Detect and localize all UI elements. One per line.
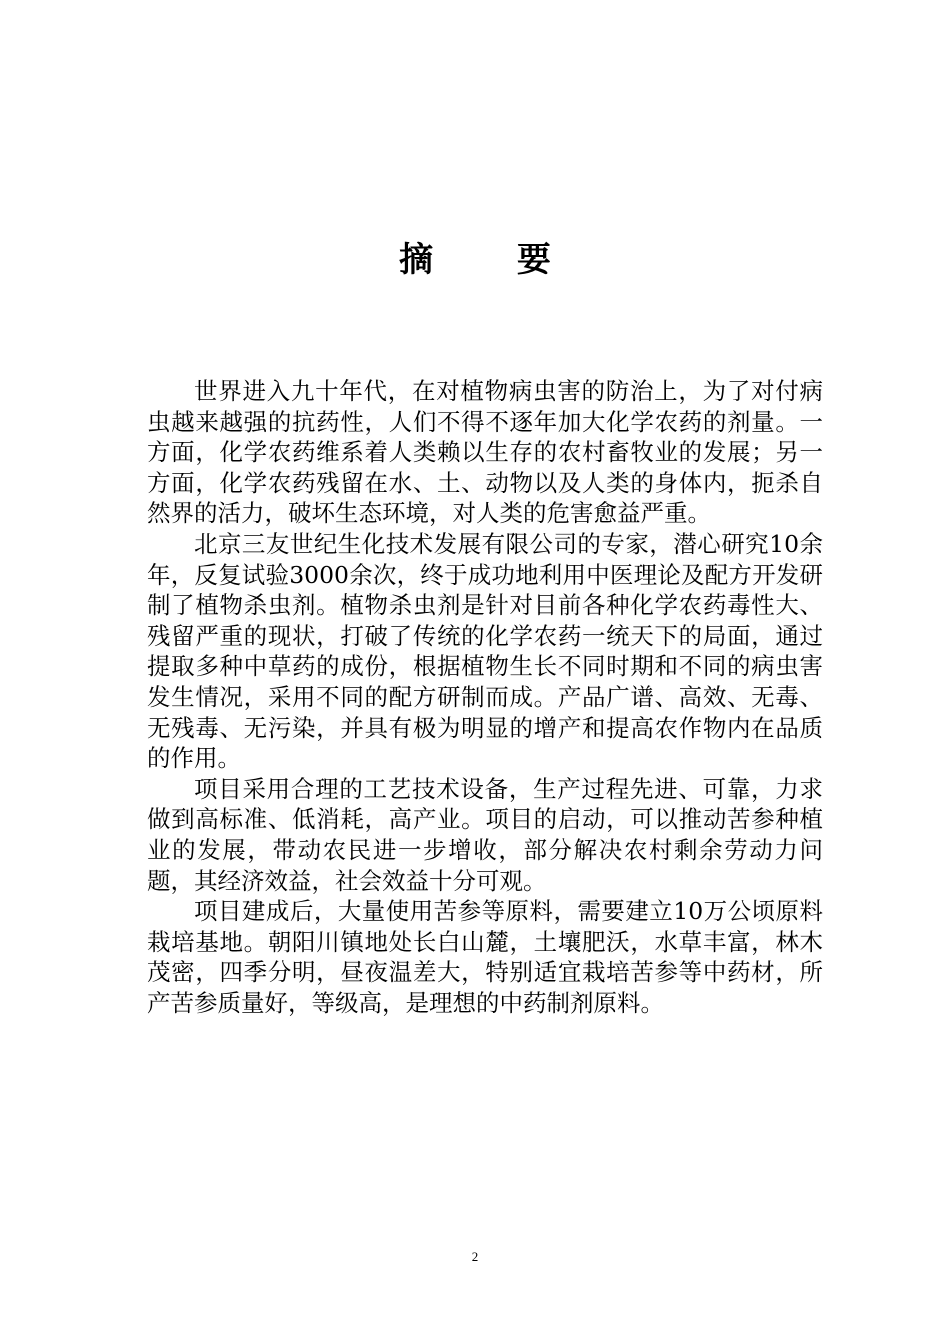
paragraph: 项目建成后，大量使用苦参等原料，需要建立10万公顷原料栽培基地。朝阳川镇地处长白山麓，土壤肥沃，水草丰富，林木茂密，四季分明，昼夜温差大，特别适宜栽培苦参等中药材，所产苦参质量好，等级高，是理想的中药制剂原料。 — [147, 897, 823, 1017]
paragraph: 北京三友世纪生化技术发展有限公司的专家，潜心研究10余年，反复试验3000余次，终于成功地利用中医理论及配方开发研制了植物杀虫剂。植物杀虫剂是针对目前各种化学农药毒性大、残留严重的现状，打破了传统的化学农药一统天下的局面，通过提取多种中草药的成份，根据植物生长不同时期和不同的病虫害发生情况，采用不同的配方研制而成。产品广谱、高效、无毒、无残毒、无污染，并具有极为明显的增产和提高农作物内在品质的作用。 — [147, 529, 823, 773]
paragraph: 世界进入九十年代，在对植物病虫害的防治上，为了对付病虫越来越强的抗药性，人们不得不逐年加大化学农药的剂量。一方面，化学农药维系着人类赖以生存的农村畜牧业的发展；另一方面，化学农药残留在水、土、动物以及人类的身体内，扼杀自然界的活力，破坏生态环境，对人类的危害愈益严重。 — [147, 377, 823, 528]
abstract-body — [147, 376, 823, 1018]
paragraph: 项目采用合理的工艺技术设备，生产过程先进、可靠，力求做到高标准、低消耗，高产业。项目的启动，可以推动苦参种植业的发展，带动农民进一步增收，部分解决农村剩余劳动力问题，其经济效益，社会效益十分可观。 — [147, 774, 823, 895]
page-number: 2 — [471, 1249, 479, 1264]
page-title: 摘 要 — [399, 240, 587, 280]
